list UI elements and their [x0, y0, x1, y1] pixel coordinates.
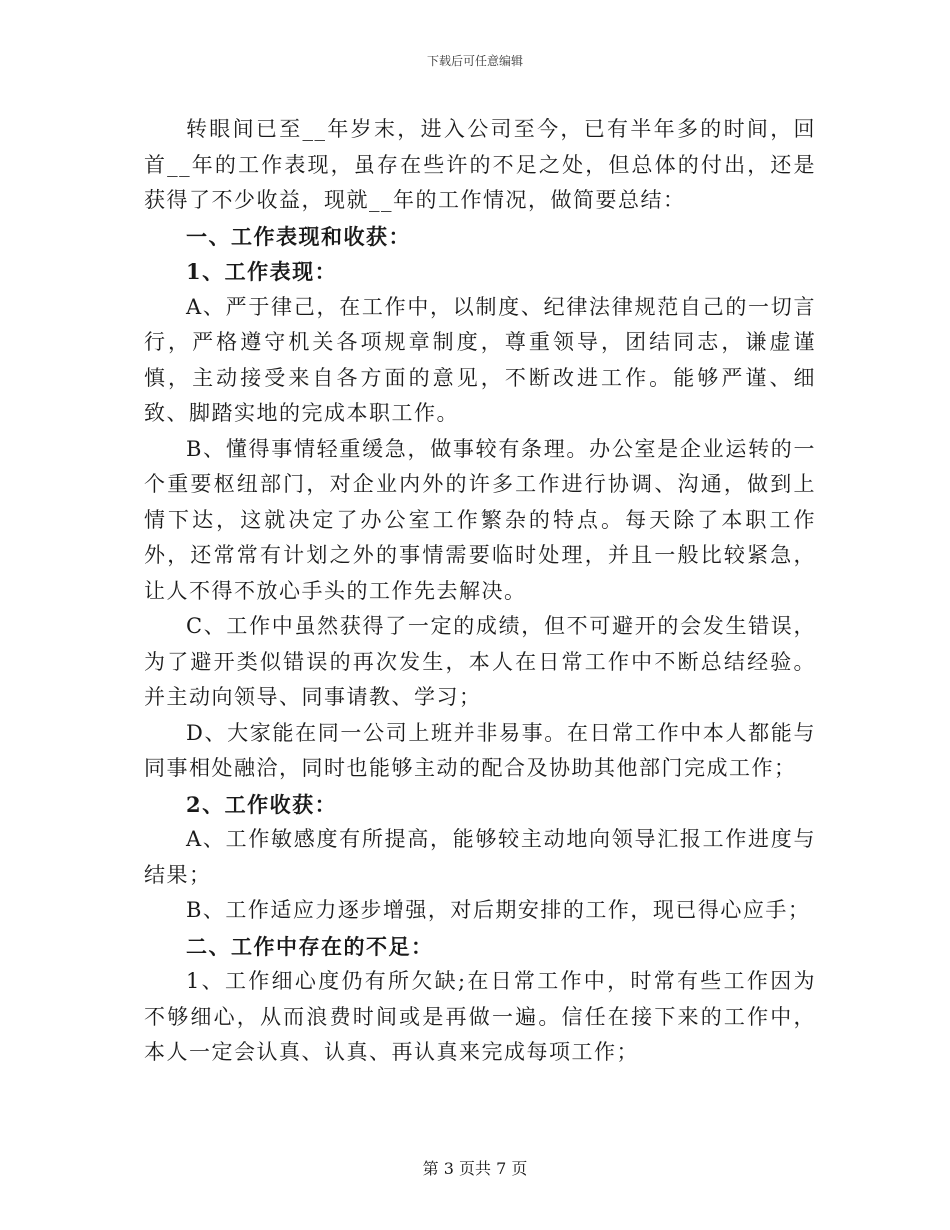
- body-paragraph: A、工作敏感度有所提高，能够较主动地向领导汇报工作进度与结果；: [144, 827, 816, 887]
- section-heading: 一、工作表现和收获：: [186, 223, 411, 249]
- page-header: 下载后可任意编辑: [426, 54, 523, 68]
- body-paragraph: C、工作中虽然获得了一定的成绩，但不可避开的会发生错误，为了避开类似错误的再次发生，本人在日常工作中不断总结经验。并主动向领导、同事请教、学习；: [144, 614, 816, 709]
- subsection-heading: 2、工作收获：: [186, 791, 338, 817]
- document-body: [144, 112, 816, 1071]
- page-footer: 第 3 页共 7 页: [422, 1159, 528, 1178]
- body-paragraph: A、严于律己，在工作中，以制度、纪律法律规范自己的一切言行，严格遵守机关各项规章制度，尊重领导，团结同志，谦虚谨慎，主动接受来自各方面的意见，不断改进工作。能够严谨、细致、脚踏实地的完成本职工作。: [144, 294, 816, 425]
- section-heading: 二、工作中存在的不足：: [186, 933, 434, 959]
- body-paragraph: B、工作适应力逐步增强，对后期安排的工作，现已得心应手；: [186, 898, 811, 922]
- subsection-heading: 1、工作表现：: [186, 259, 338, 284]
- intro-paragraph: 转眼间已至__年岁末，进入公司至今，已有半年多的时间，回首__年的工作表现，虽存在些许的不足之处，但总体的付出，还是获得了不少收益，现就__年的工作情况，做简要总结：: [144, 117, 816, 212]
- body-paragraph: 1、工作细心度仍有所欠缺;在日常工作中，时常有些工作因为不够细心，从而浪费时间或是再做一遍。信任在接下来的工作中，本人一定会认真、认真、再认真来完成每项工作；: [144, 969, 816, 1064]
- body-paragraph: B、懂得事情轻重缓急，做事较有条理。办公室是企业运转的一个重要枢纽部门，对企业内外的许多工作进行协调、沟通，做到上情下达，这就决定了办公室工作繁杂的特点。每天除了本职工作外，还常常有计划之外的事情需要临时处理，并且一般比较紧急，让人不得不放心手头的工作先去解决。: [144, 436, 816, 603]
- body-paragraph: D、大家能在同一公司上班并非易事。在日常工作中本人都能与同事相处融洽，同时也能够主动的配合及协助其他部门完成工作；: [144, 720, 816, 780]
